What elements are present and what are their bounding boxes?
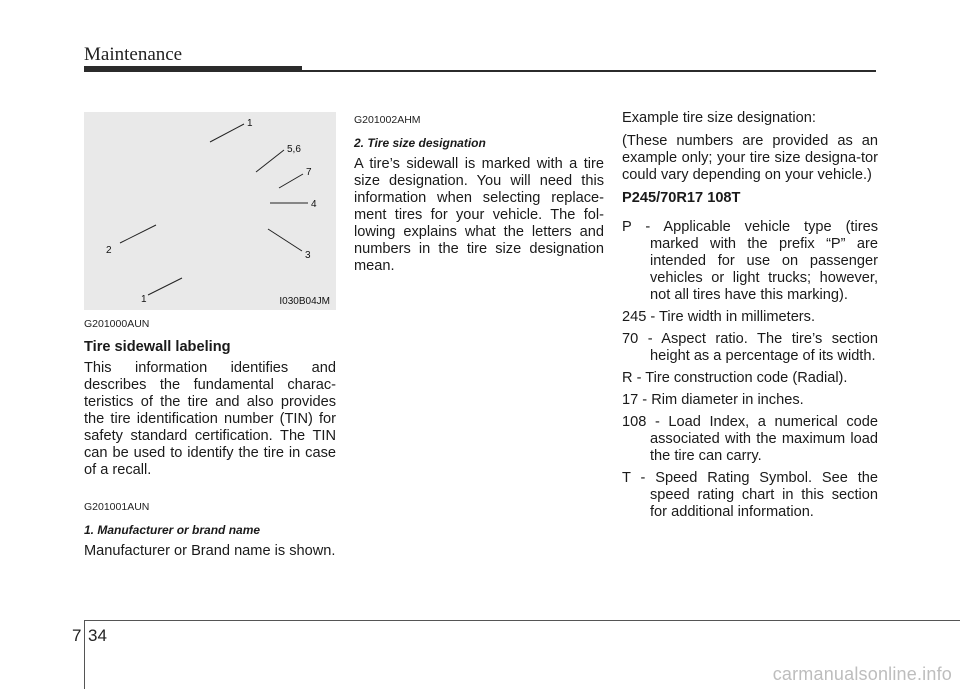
- example-designation: P245/70R17 108T: [622, 190, 741, 206]
- designation-item: 245 - Tire width in millimeters.: [622, 309, 816, 325]
- page-number: 34: [88, 626, 107, 645]
- section-paragraph: This information identifies and describes the fundamental charac-teristics of the tire and also provides the tire identification number (TIN) for safety standard certification. The TIN can be used to identify the tire in case of a recall.: [84, 360, 336, 478]
- subsection-heading: 1. Manufacturer or brand name: [84, 523, 261, 537]
- callout-line-7: [279, 174, 303, 188]
- designation-item: 108 - Load Index, a numerical code associated with the maximum load the tire can carry.: [622, 414, 878, 464]
- section-heading: Tire sidewall labeling: [84, 339, 231, 355]
- callout-label: 1: [247, 118, 253, 129]
- figure-code: I030B04JM: [279, 296, 330, 307]
- header-rule: [302, 70, 876, 72]
- designation-item: 17 - Rim diameter in inches.: [622, 392, 804, 408]
- callout-lines: [84, 112, 336, 310]
- callout-label: 4: [311, 199, 317, 210]
- right-column: [622, 110, 878, 521]
- callout-line-3: [268, 229, 302, 251]
- callout-label: 7: [306, 167, 312, 178]
- header-bar: [84, 66, 302, 72]
- callout-line-2: [120, 225, 156, 243]
- designation-item: 70 - Aspect ratio. The tire’s section height as a percentage of its width.: [622, 331, 878, 364]
- section-code: G201002AHM: [354, 114, 421, 126]
- callout-line-1-top: [210, 124, 244, 142]
- chapter-number: 7: [72, 626, 82, 645]
- example-note: (These numbers are provided as an example only; your tire size designa-tor could vary depending on your vehicle.): [622, 133, 878, 183]
- page-header-title: Maintenance: [84, 44, 183, 65]
- footer-divider: [84, 620, 85, 689]
- callout-label: 3: [305, 250, 311, 261]
- callout-label: 2: [106, 245, 112, 256]
- section-paragraph: Manufacturer or Brand name is shown.: [84, 543, 336, 559]
- subsection-heading: 2. Tire size designation: [354, 136, 486, 150]
- example-intro: Example tire size designation:: [622, 110, 816, 126]
- watermark: carmanualsonline.info: [772, 664, 952, 684]
- designation-item: T - Speed Rating Symbol. See the speed rating chart in this section for additional information.: [622, 470, 878, 520]
- callout-line-56: [256, 150, 284, 172]
- designation-item: P - Applicable vehicle type (tires marked with the prefix “P” are intended for use on passenger vehicles or light trucks; however, not all tires have this marking).: [622, 219, 878, 303]
- callout-label: 1: [141, 294, 147, 305]
- callout-label: 5,6: [287, 144, 301, 155]
- designation-item: R - Tire construction code (Radial).: [622, 370, 848, 386]
- section-code: G201000AUN: [84, 318, 150, 330]
- left-column: [84, 316, 336, 560]
- middle-column: [354, 112, 604, 275]
- section-code: G201001AUN: [84, 501, 150, 513]
- footer-rule: [84, 620, 960, 621]
- section-paragraph: A tire’s sidewall is marked with a tire size designation. You will need this information when selecting replace-ment tires for your vehicle. The fol-lowing explains what the letters and numbers in the tire size designation mean.: [354, 156, 604, 274]
- callout-line-1-bottom: [148, 278, 182, 295]
- tire-sidewall-figure: [84, 112, 336, 310]
